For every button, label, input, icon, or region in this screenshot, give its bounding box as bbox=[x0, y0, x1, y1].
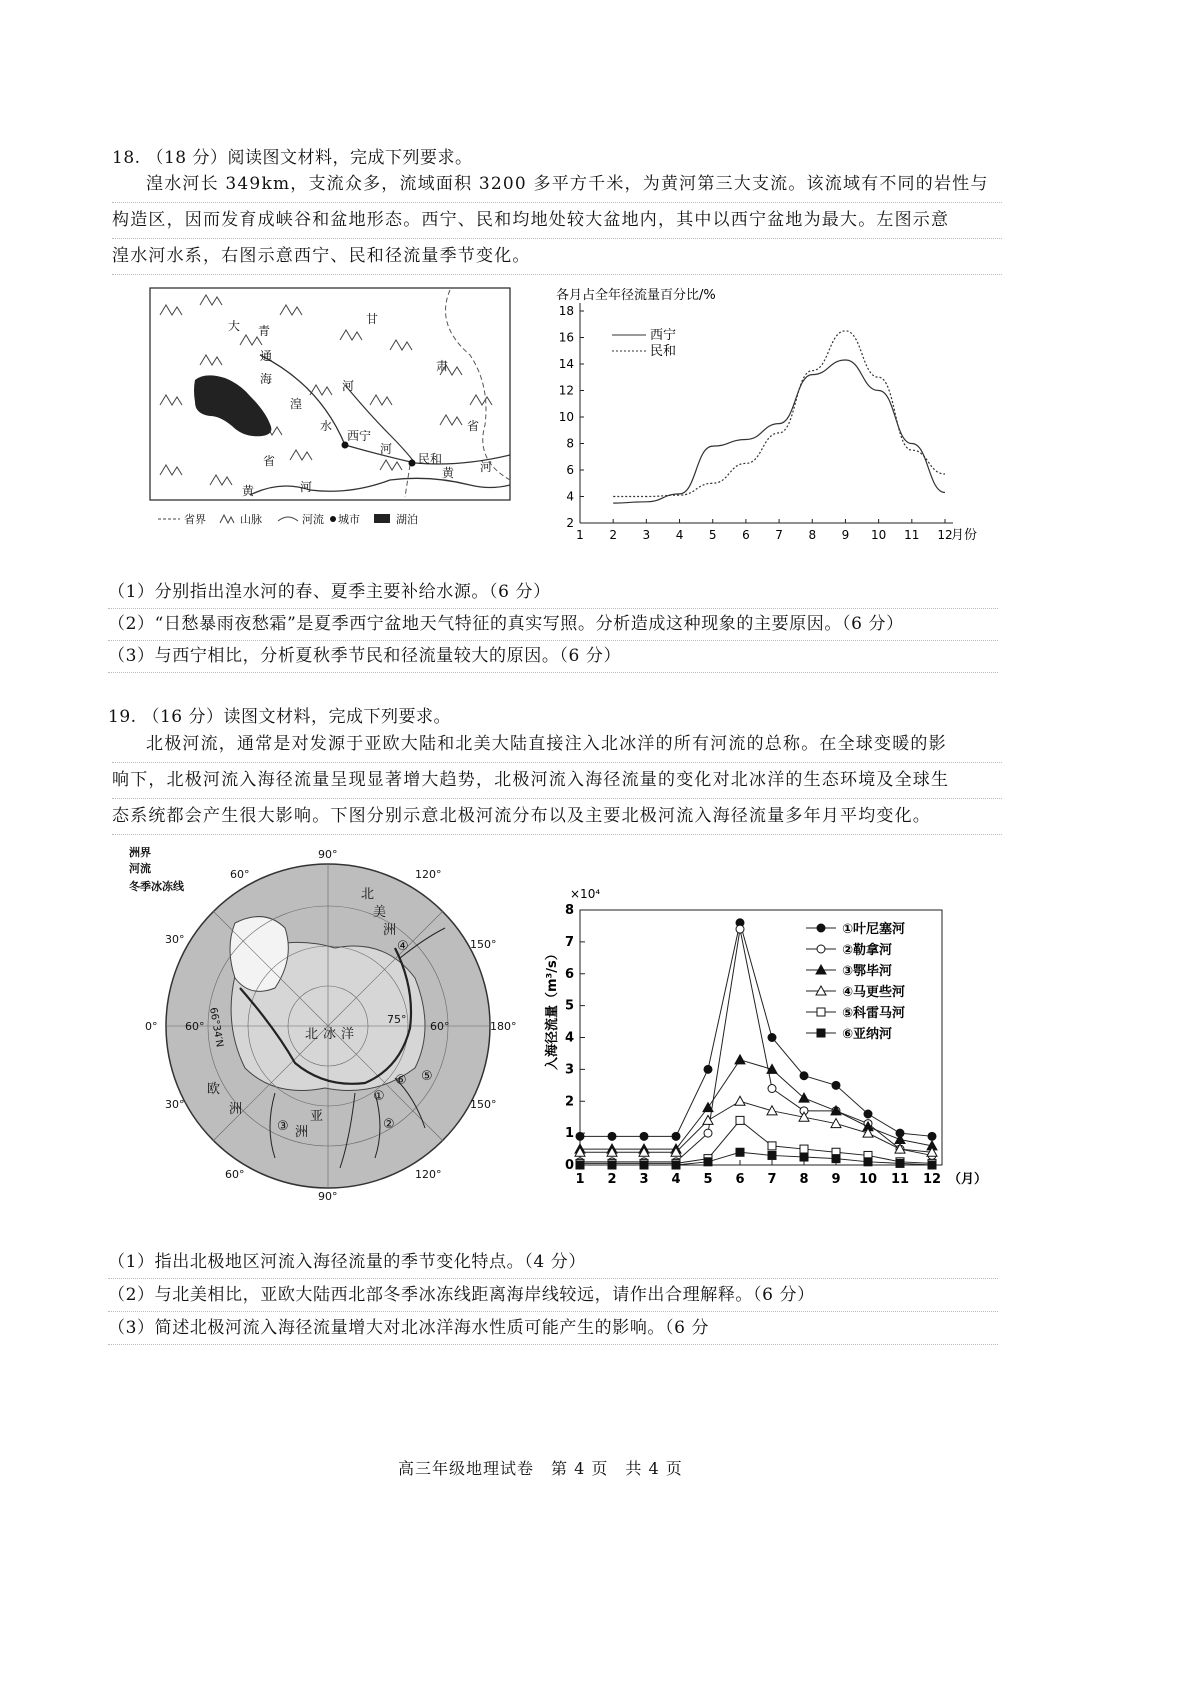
chart2-point-s1-m1 bbox=[576, 1132, 584, 1140]
svg-text:90°: 90° bbox=[318, 1190, 338, 1203]
legend-border-label: 省界 bbox=[184, 513, 206, 526]
svg-text:冰: 冰 bbox=[323, 1027, 337, 1042]
chart2-xtick-label: 8 bbox=[799, 1172, 809, 1187]
chart2-point-s6-m2 bbox=[608, 1161, 616, 1169]
chart2-xtick-label: 1 bbox=[575, 1172, 585, 1187]
page-footer: 高三年级地理试卷 第 4 页 共 4 页 bbox=[398, 1459, 683, 1478]
svg-text:洋: 洋 bbox=[341, 1027, 355, 1042]
chart2-legend-label-3: ③鄂毕河 bbox=[842, 964, 893, 979]
map-label-huang2: 黄 bbox=[442, 466, 455, 480]
legend-river: 河流 bbox=[129, 862, 151, 875]
map-label-he2: 河 bbox=[380, 442, 393, 456]
q19-question-3: （3）简述北极河流入海径流量增大对北冰洋海水性质可能产生的影响。（6 分 bbox=[108, 1313, 998, 1345]
legend-river-label: 河流 bbox=[302, 513, 324, 526]
chart1-ytick-label: 8 bbox=[566, 436, 574, 451]
chart2-point-s5-m7 bbox=[768, 1142, 776, 1150]
chart2-legend-marker-5 bbox=[817, 1008, 825, 1016]
svg-text:⑥: ⑥ bbox=[395, 1073, 407, 1088]
chart2-series-5 bbox=[580, 1120, 932, 1163]
chart1-xtick-label: 3 bbox=[642, 528, 651, 542]
legend-freeze-line: 冬季冰冻线 bbox=[129, 880, 184, 893]
chart2-ytick-label: 8 bbox=[564, 903, 574, 918]
map-label-hai: 海 bbox=[260, 372, 273, 386]
q18-paragraph-line3: 湟水河水系，右图示意西宁、民和径流量季节变化。 bbox=[112, 238, 1002, 275]
map-label-huang3: 黄 bbox=[242, 484, 255, 498]
arctic-runoff-chart bbox=[540, 880, 1010, 1200]
chart2-ytick-label: 4 bbox=[564, 1030, 574, 1046]
chart1-xtick-label: 12 bbox=[937, 528, 953, 542]
chart1-xtick-label: 8 bbox=[808, 528, 817, 542]
chart2-legend-label-4: ④马更些河 bbox=[842, 985, 906, 1000]
chart2-ytick-label: 0 bbox=[564, 1158, 574, 1173]
svg-text:北: 北 bbox=[361, 887, 375, 902]
chart2-point-s5-m8 bbox=[800, 1145, 808, 1153]
chart1-xtick-label: 4 bbox=[675, 528, 684, 542]
province-border bbox=[446, 290, 511, 480]
map-label-da: 大 bbox=[228, 319, 241, 333]
chart2-point-s4-m7 bbox=[767, 1106, 777, 1115]
chart2-point-s6-m3 bbox=[640, 1161, 648, 1169]
chart1-legend-label-2: 民和 bbox=[650, 344, 677, 359]
chart1-xtick-label: 9 bbox=[841, 528, 850, 542]
svg-text:120°: 120° bbox=[415, 1168, 442, 1181]
chart2-point-s1-m2 bbox=[608, 1132, 616, 1140]
q19-line1: 北极河流，通常是对发源于亚欧大陆和北美大陆直接注入北冰洋的所有河流的总称。在全球变暖的影 bbox=[146, 734, 947, 754]
map-label-shui: 水 bbox=[320, 419, 333, 433]
svg-text:30°: 30° bbox=[165, 933, 185, 946]
chart2-xtick-label: 2 bbox=[607, 1172, 617, 1187]
q19-paragraph-line3: 态系统都会产生很大影响。下图分别示意北极河流分布以及主要北极河流入海径流量多年月平均变化。 bbox=[112, 798, 1002, 835]
chart1-ytick-label: 4 bbox=[566, 489, 574, 504]
svg-text:75°: 75° bbox=[387, 1013, 407, 1026]
chart2-legend-marker-1 bbox=[817, 924, 825, 932]
chart2-ytick-label: 6 bbox=[564, 966, 574, 982]
chart2-point-s6-m6 bbox=[736, 1148, 744, 1156]
chart2-xtick-label: 12 bbox=[922, 1172, 942, 1187]
chart2-xtick-label: 11 bbox=[890, 1172, 910, 1187]
chart2-ylabel: 入海径流量（m³/s） bbox=[545, 947, 560, 1070]
chart2-ytick-label: 1 bbox=[564, 1126, 574, 1142]
chart2-legend-label-6: ⑥亚纳河 bbox=[842, 1027, 893, 1042]
chart2-point-s1-m7 bbox=[768, 1034, 776, 1042]
svg-text:60°: 60° bbox=[430, 1020, 450, 1033]
svg-text:60°: 60° bbox=[225, 1168, 245, 1181]
chart1-ytick-label: 10 bbox=[558, 410, 574, 424]
legend-continent-border: 洲界 bbox=[129, 846, 151, 859]
q18-question-2: （2）“日愁暴雨夜愁霜”是夏季西宁盆地天气特征的真实写照。分析造成这种现象的主要原因。（6 分） bbox=[108, 609, 998, 641]
chart2-multiplier: ×10⁴ bbox=[570, 887, 601, 901]
map-label-sheng2: 省 bbox=[263, 454, 276, 468]
chart2-xtick-label: 6 bbox=[735, 1172, 745, 1187]
chart2-point-s4-m6 bbox=[735, 1096, 745, 1105]
chart1-ylabel: 各月占全年径流量百分比/% bbox=[556, 288, 716, 303]
chart2-ytick-label: 5 bbox=[564, 998, 574, 1014]
chart2-point-s6-m10 bbox=[864, 1158, 872, 1166]
chart2-ytick-label: 7 bbox=[564, 934, 574, 950]
chart2-legend-label-2: ②勒拿河 bbox=[842, 943, 893, 958]
chart2-point-s6-m9 bbox=[832, 1155, 840, 1163]
svg-text:180°: 180° bbox=[490, 1020, 517, 1033]
minhe-city-dot bbox=[409, 460, 416, 467]
chart1-ytick-label: 2 bbox=[566, 516, 574, 530]
chart2-point-s1-m8 bbox=[800, 1072, 808, 1080]
chart1-xtick-label: 5 bbox=[708, 528, 717, 542]
svg-text:30°: 30° bbox=[165, 1098, 185, 1111]
chart2-xtick-label: 5 bbox=[703, 1172, 713, 1187]
svg-text:②: ② bbox=[383, 1117, 395, 1132]
chart2-legend-marker-6 bbox=[817, 1029, 825, 1037]
chart1-ytick-label: 6 bbox=[566, 463, 574, 477]
chart1-legend-label-1: 西宁 bbox=[650, 328, 677, 343]
chart1-xtick-label: 7 bbox=[775, 528, 783, 542]
q18-paragraph-line2: 构造区，因而发育成峡谷和盆地形态。西宁、民和均地处较大盆地内，其中以西宁盆地为最大。左图示意 bbox=[112, 202, 1002, 239]
svg-text:60°: 60° bbox=[185, 1020, 205, 1033]
chart2-point-s4-m5 bbox=[703, 1115, 713, 1124]
svg-text:0°: 0° bbox=[145, 1020, 158, 1033]
chart2-xtick-label: 3 bbox=[639, 1172, 649, 1187]
q18-line1: 湟水河长 349km，支流众多，流域面积 3200 多平方千米，为黄河第三大支流。该流域有不同的岩性与 bbox=[146, 174, 989, 194]
svg-text:60°: 60° bbox=[230, 868, 250, 881]
svg-text:欧: 欧 bbox=[207, 1082, 221, 1097]
chart2-xtick-label: 7 bbox=[767, 1172, 777, 1187]
map-legend-19 bbox=[129, 845, 185, 893]
chart2-point-s1-m3 bbox=[640, 1132, 648, 1140]
svg-text:美: 美 bbox=[373, 905, 387, 920]
chart2-point-s6-m1 bbox=[576, 1161, 584, 1169]
map-label-he4: 河 bbox=[300, 480, 313, 494]
chart2-legend-label-1: ①叶尼塞河 bbox=[842, 922, 906, 937]
chart1-xtick-label: 1 bbox=[576, 528, 584, 542]
chart1-ytick-label: 18 bbox=[558, 304, 574, 318]
chart2-point-s1-m12 bbox=[928, 1132, 936, 1140]
map-label-he1: 河 bbox=[342, 379, 355, 393]
chart2-xtick-label: 4 bbox=[671, 1172, 681, 1187]
chart2-point-s6-m12 bbox=[928, 1161, 936, 1169]
map-label-gan: 甘 bbox=[366, 312, 379, 326]
chart1-ytick-label: 16 bbox=[558, 330, 574, 345]
q18-question-1: （1）分别指出湟水河的春、夏季主要补给水源。（6 分） bbox=[108, 577, 998, 609]
chart2-point-s1-m5 bbox=[704, 1065, 712, 1073]
chart2-xtick-label: 10 bbox=[858, 1172, 878, 1187]
chart2-point-s6-m5 bbox=[704, 1158, 712, 1166]
chart2-series-4 bbox=[580, 1101, 932, 1152]
svg-text:150°: 150° bbox=[470, 1098, 497, 1111]
q19-paragraph-line2: 响下，北极河流入海径流量呈现显著增大趋势，北极河流入海径流量的变化对北冰洋的生态环境及全球生 bbox=[112, 762, 1002, 799]
chart2-point-s1-m9 bbox=[832, 1081, 840, 1089]
svg-text:洲: 洲 bbox=[383, 923, 397, 938]
chart1-ytick-label: 14 bbox=[558, 357, 574, 371]
chart2-point-s2-m5 bbox=[704, 1129, 712, 1137]
svg-text:⑤: ⑤ bbox=[421, 1069, 433, 1084]
chart1-xlabel: 月份 bbox=[951, 528, 978, 543]
map-label-qing: 青 bbox=[258, 324, 271, 338]
chart2-point-s2-m6 bbox=[736, 925, 744, 933]
chart2-point-s1-m4 bbox=[672, 1132, 680, 1140]
chart2-series-3 bbox=[580, 1060, 932, 1149]
runoff-percent-chart bbox=[550, 283, 990, 543]
arctic-rivers-map bbox=[125, 838, 520, 1208]
q19-question-2: （2）与北美相比，亚欧大陆西北部冬季冰冻线距离海岸线较远，请作出合理解释。（6 分） bbox=[108, 1280, 998, 1312]
chart2-point-s3-m6 bbox=[735, 1055, 745, 1064]
chart2-point-s2-m7 bbox=[768, 1085, 776, 1093]
chart2-point-s6-m7 bbox=[768, 1151, 776, 1159]
map-label-xining: 西宁 bbox=[347, 429, 372, 443]
map-label-su: 肃 bbox=[436, 359, 449, 373]
map-label-minhe: 民和 bbox=[418, 452, 443, 466]
map-label-sheng1: 省 bbox=[467, 419, 480, 433]
svg-text:150°: 150° bbox=[470, 938, 497, 951]
chart2-point-s5-m6 bbox=[736, 1116, 744, 1124]
svg-text:③: ③ bbox=[277, 1119, 289, 1134]
q18-heading: 18. （18 分）阅读图文材料，完成下列要求。 bbox=[112, 148, 473, 168]
chart1-series-1 bbox=[613, 360, 945, 503]
q19-question-1: （1）指出北极地区河流入海径流量的季节变化特点。（4 分） bbox=[108, 1247, 998, 1279]
chart2-point-s1-m10 bbox=[864, 1110, 872, 1118]
svg-text:洲: 洲 bbox=[295, 1125, 309, 1140]
yellow-river bbox=[250, 478, 510, 495]
chart2-legend-label-5: ⑤科雷马河 bbox=[842, 1006, 906, 1021]
svg-text:①: ① bbox=[373, 1089, 385, 1104]
chart1-xtick-label: 10 bbox=[870, 528, 887, 542]
chart1-xtick-label: 6 bbox=[742, 528, 750, 542]
chart1-xtick-label: 2 bbox=[609, 528, 618, 542]
legend-lake-label: 湖泊 bbox=[396, 513, 418, 526]
svg-text:120°: 120° bbox=[415, 868, 442, 881]
chart2-xlabel: （月） bbox=[948, 1172, 988, 1187]
q18-question-3: （3）与西宁相比，分析夏秋季节民和径流量较大的原因。（6 分） bbox=[108, 641, 998, 673]
svg-text:洲: 洲 bbox=[229, 1102, 243, 1117]
chart2-point-s6-m11 bbox=[896, 1159, 904, 1167]
huangshui-map bbox=[140, 285, 520, 540]
legend-city-label: 城市 bbox=[338, 513, 360, 526]
chart2-point-s6-m8 bbox=[800, 1153, 808, 1161]
chart2-ytick-label: 3 bbox=[564, 1062, 574, 1078]
chart2-point-s6-m4 bbox=[672, 1161, 680, 1169]
svg-text:亚: 亚 bbox=[310, 1109, 324, 1124]
svg-text:90°: 90° bbox=[318, 848, 338, 861]
q19-paragraph-line1 bbox=[112, 726, 1002, 763]
map-label-huang: 湟 bbox=[290, 397, 303, 411]
q18-paragraph-line1 bbox=[112, 166, 1002, 203]
chart2-xtick-label: 9 bbox=[831, 1172, 841, 1187]
svg-text:66°34′N: 66°34′N bbox=[207, 1006, 225, 1049]
chart1-ytick-label: 12 bbox=[558, 383, 574, 398]
map-label-he3: 河 bbox=[480, 460, 493, 474]
chart1-xtick-label: 11 bbox=[904, 528, 920, 542]
legend-mountain-label: 山脉 bbox=[240, 513, 262, 526]
chart2-point-s3-m5 bbox=[703, 1103, 713, 1112]
svg-text:北: 北 bbox=[305, 1027, 319, 1042]
svg-text:④: ④ bbox=[397, 939, 409, 954]
q19-heading: 19. （16 分）读图文材料，完成下列要求。 bbox=[108, 707, 451, 727]
chart2-legend-marker-2 bbox=[817, 945, 825, 953]
map-label-tong: 通 bbox=[260, 349, 273, 363]
map-legend bbox=[158, 512, 418, 526]
chart2-ytick-label: 2 bbox=[564, 1094, 574, 1110]
